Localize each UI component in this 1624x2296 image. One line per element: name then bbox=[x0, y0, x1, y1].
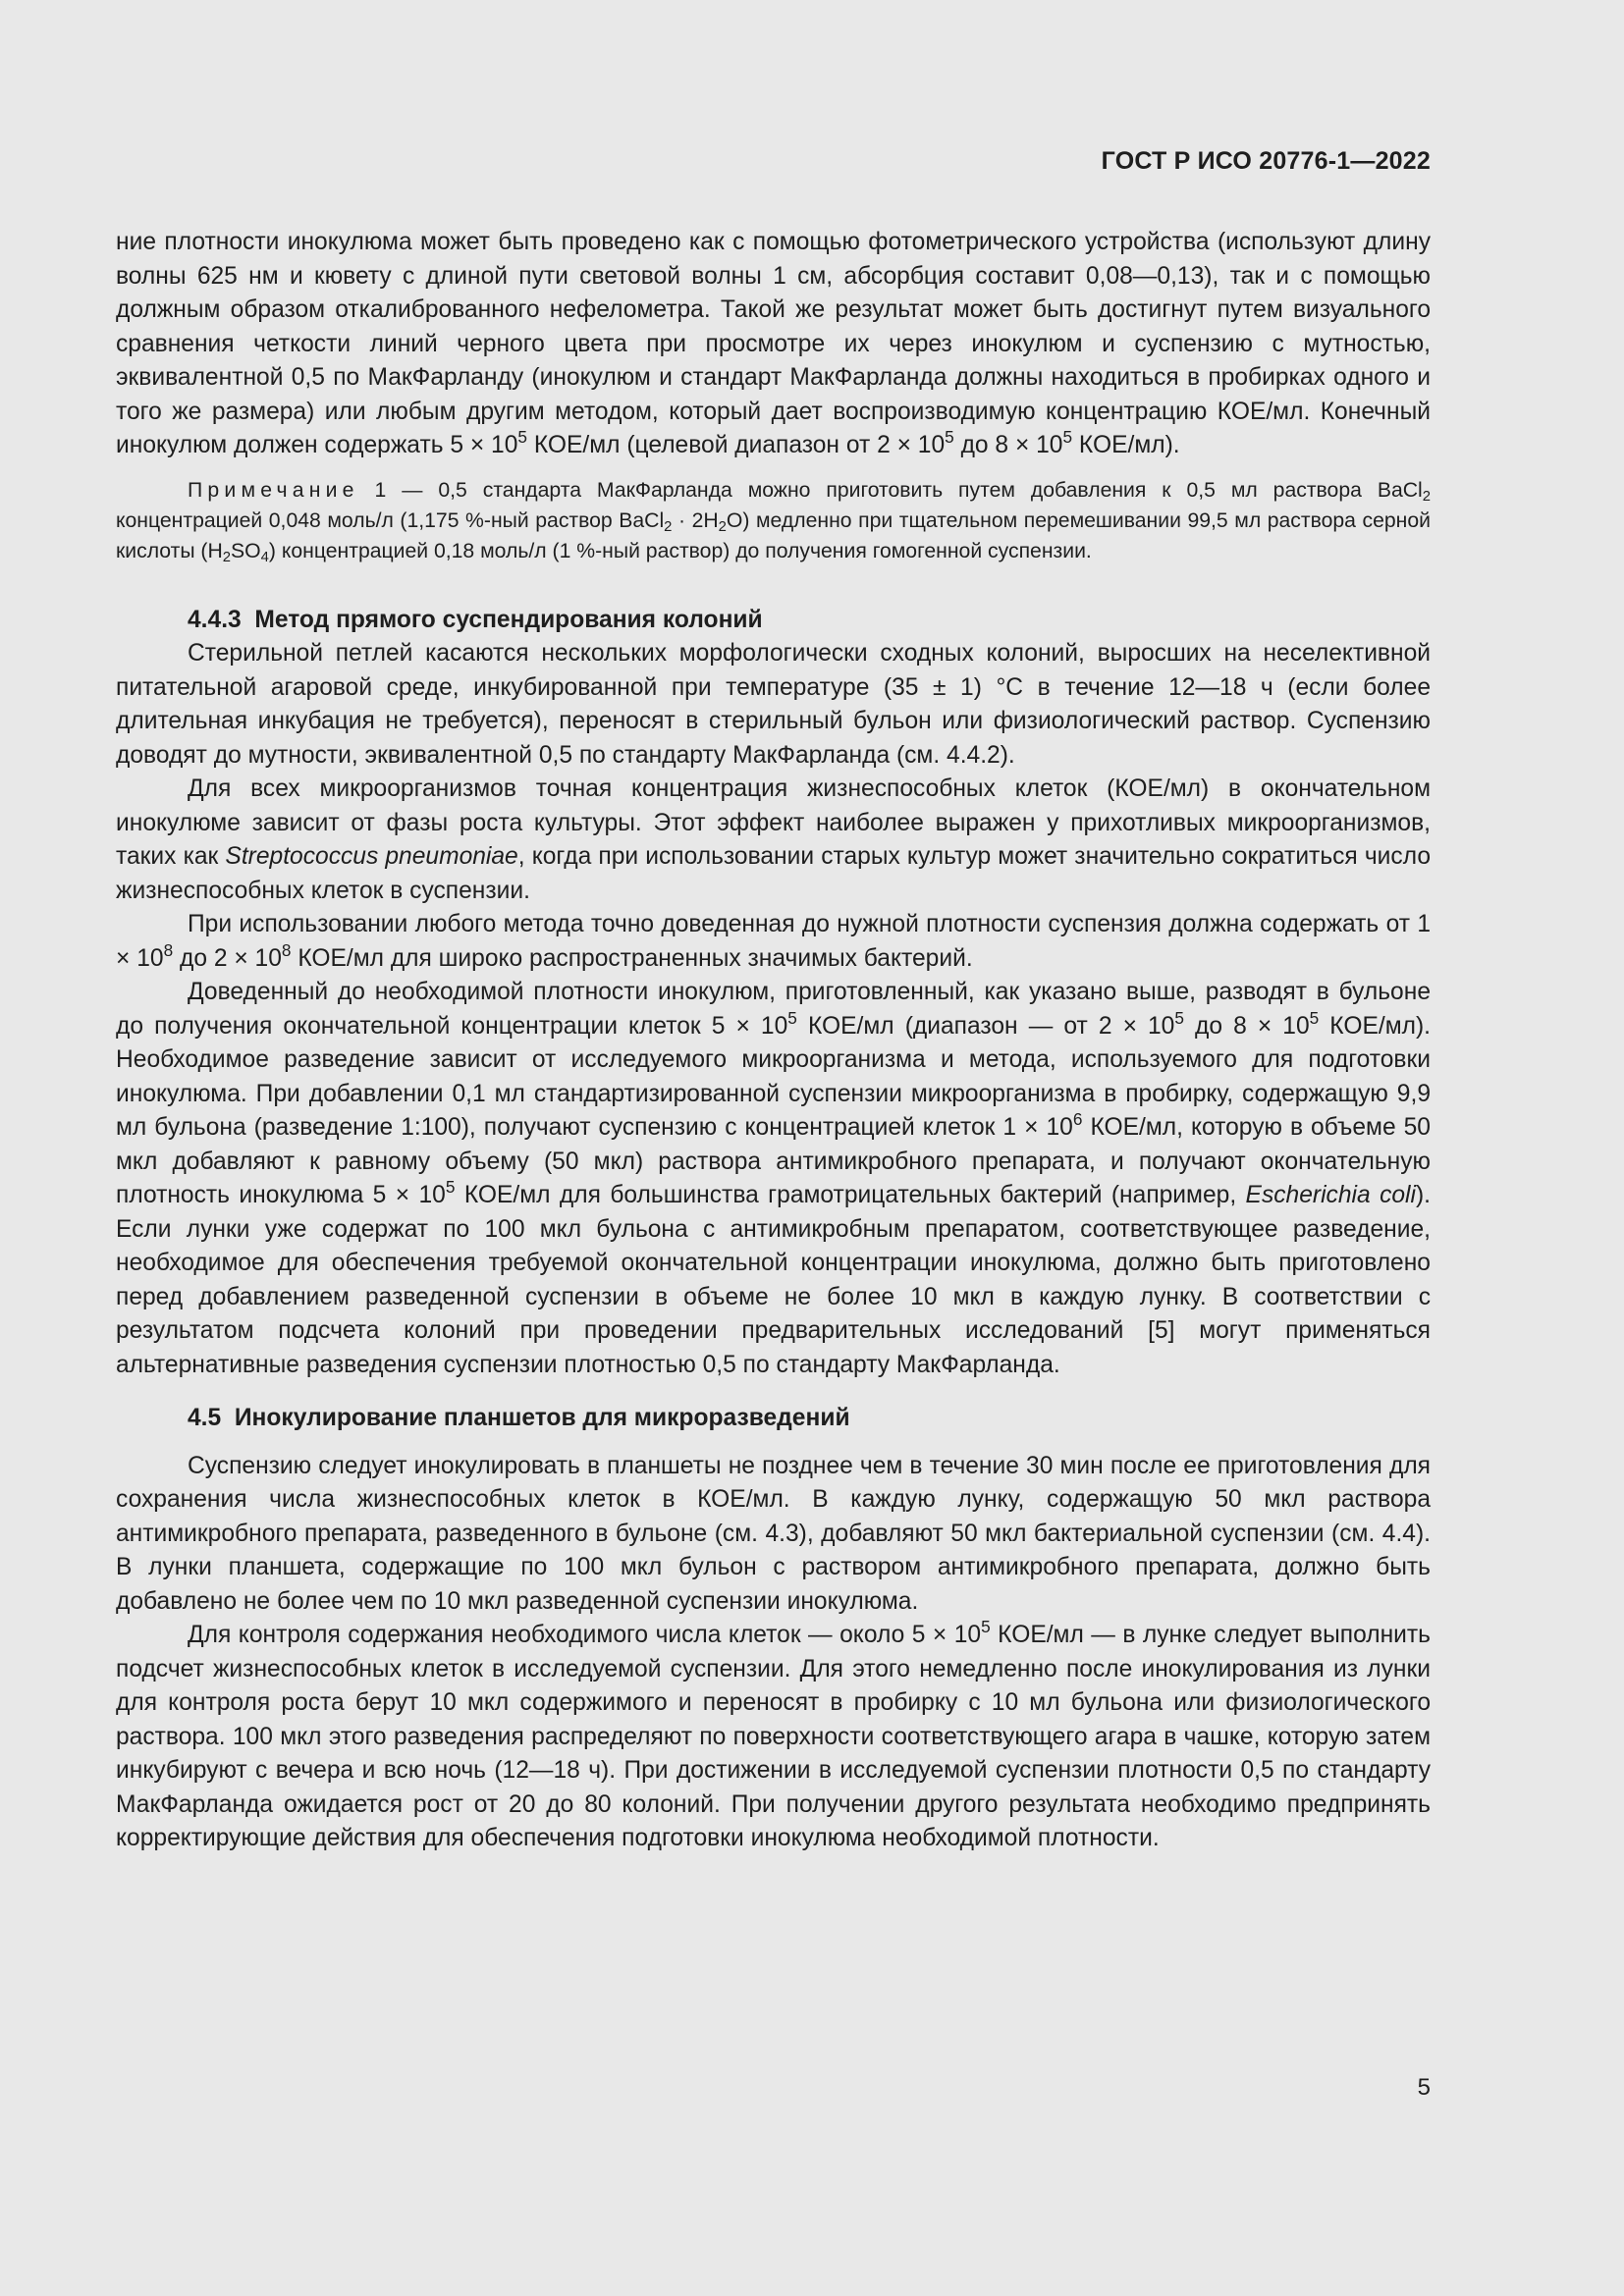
page-number: 5 bbox=[1417, 2074, 1431, 2101]
paragraph-colony-suspension: Стерильной петлей касаются нескольких морфологически сходных колоний, выросших на неселективной питательной агаровой среде, инкубированной при температуре (35 ± 1) °С в течение 12—18 ч (если более длительная инкубация не требуется), переносят в стерильный бульон или физиологический раствор. Суспензию доводят до мутности, эквивалентной 0,5 по стандарту МакФарланда (см. 4.4.2). bbox=[116, 640, 1431, 769]
note-label: Примечание bbox=[188, 478, 359, 502]
paragraph-cell-count-control: Для контроля содержания необходимого числа клеток — около $5 \times 10^5$ КОЕ/мл — в лунке следует выполнить подсчет жизнеспособных клеток в исследуемой суспензии. Для этого немедленно после инокулирования из лунки для контроля роста берут 10 мкл содержимого и переносят в пробирку с 10 мл бульона или физиологического раствора. 100 мкл этого разведения распределяют по поверхности соответствующего агара в чашке, которую затем инкубируют с вечера и всю ночь (12—18 ч). При достижении в исследуемой суспензии плотности 0,5 по стандарту МакФарланда ожидается рост от 20 до 80 колоний. При получении другого результата необходимо предпринять корректирующие действия для обеспечения подготовки инокулюма необходимой плотности. bbox=[116, 1617, 1431, 1851]
page-content bbox=[116, 226, 1431, 1856]
paragraph-growth-phase: Для всех микроорганизмов точная концентрация жизнеспособных клеток (КОЕ/мл) в окончательном инокулюме зависит от фазы роста культуры. Этот эффект наиболее выражен у прихотливых микроорганизмов, таких как Streptococcus pneumoniae, когда при использовании старых культур может значительно сократиться число жизнеспособных клеток в суспензии. bbox=[116, 775, 1432, 904]
note-mcfarland: Примечание 1 — 0,5 стандарта МакФарланда можно приготовить путем добавления к 0,5 мл раствора BaCl$_2$ концентрацией 0,048 моль/л (1,175 %-ный раствор BaCl$_2$ · $2H_2O$) медленно при тщательном перемешивании 99,5 мл раствора серной кислоты $(H_2SO_4)$ концентрацией 0,18 моль/л (1 %-ный раствор) до получения гомогенной суспензии. bbox=[116, 478, 1431, 565]
paragraph-dilution: Доведенный до необходимой плотности инокулюм, приготовленный, как указано выше, разводят в бульоне до получения окончательной концентрации клеток $5 \times 10^5$ КОЕ/мл (диапазон — от $2 \times 10^5$ до $8 \times 10^5$ КОЕ/мл). Необходимое разведение зависит от исследуемого микроорганизма и метода, используемого для подготовки инокулюма. При добавлении 0,1 мл стандартизированной суспензии микроорганизма в пробирку, содержащую 9,9 мл бульона (разведение 1:100), получают суспензию с концентрацией клеток $1 \times 10^6$ КОЕ/мл, которую в объеме 50 мкл добавляют к равному объему (50 мкл) раствора антимикробного препарата, и получают окончательную плотность инокулюма $5 \times 10^5$ КОЕ/мл для большинства грамотрицательных бактерий (например, Escherichia coli). Если лунки уже содержат по 100 мкл бульона с антимикробным препаратом, соответствующее разведение, необходимое для обеспечения требуемой окончательной концентрации инокулюма, должно быть приготовлено перед добавлением разведенной суспензии в объеме не более 10 мкл в каждую лунку. В соответствии с результатом подсчета колоний при проведении предварительных исследований [5] могут применяться альтернативные разведения суспензии плотностью 0,5 по стандарту МакФарланда. bbox=[116, 979, 1431, 1378]
document-code-header: ГОСТ Р ИСО 20776-1—2022 bbox=[1101, 147, 1431, 175]
section-heading-4-5: 4.5 Инокулирование планшетов для микроразведений bbox=[188, 1405, 850, 1431]
paragraph-inoculum-density: ние плотности инокулюма может быть проведено как с помощью фотометрического устройства (используют длину волны 625 нм и кювету с длиной пути световой волны 1 см, абсорбция составит 0,08—0,13), так и с помощью должным образом откалиброванного нефелометра. Такой же результат может быть достигнут путем визуального сравнения четкости линий черного цвета при просмотре их через инокулюм и суспензию с мутностью, эквивалентной 0,5 по МакФарланду (инокулюм и стандарт МакФарланда должны находиться в пробирках одного и того же размера) или любым другим методом, который дает воспроизводимую концентрацию КОЕ/мл. Конечный инокулюм должен содержать $5 \times 10^5$ КОЕ/мл (целевой диапазон от $2 \times 10^5$ до $8 \times 10^5$ КОЕ/мл). bbox=[116, 229, 1431, 458]
paragraph-plate-inoculation: Суспензию следует инокулировать в планшеты не позднее чем в течение 30 мин после ее приготовления для сохранения числа жизнеспособных клеток в КОЕ/мл. В каждую лунку, содержащую 50 мкл раствора антимикробного препарата, разведенного в бульоне (см. 4.3), добавляют 50 мкл бактериальной суспензии (см. 4.4). В лунки планшета, содержащие по 100 мкл бульон с раствором антимикробного препарата, должно быть добавлено не более чем по 10 мкл разведенной суспензии инокулюма. bbox=[116, 1452, 1431, 1615]
section-heading-4-4-3: 4.4.3 Метод прямого суспендирования колоний bbox=[188, 606, 763, 633]
paragraph-suspension-concentration: При использовании любого метода точно доведенная до нужной плотности суспензия должна содержать от $1 \times 10^8$ до $2 \times 10^8$ КОЕ/мл для широко распространенных значимых бактерий. bbox=[116, 911, 1431, 972]
